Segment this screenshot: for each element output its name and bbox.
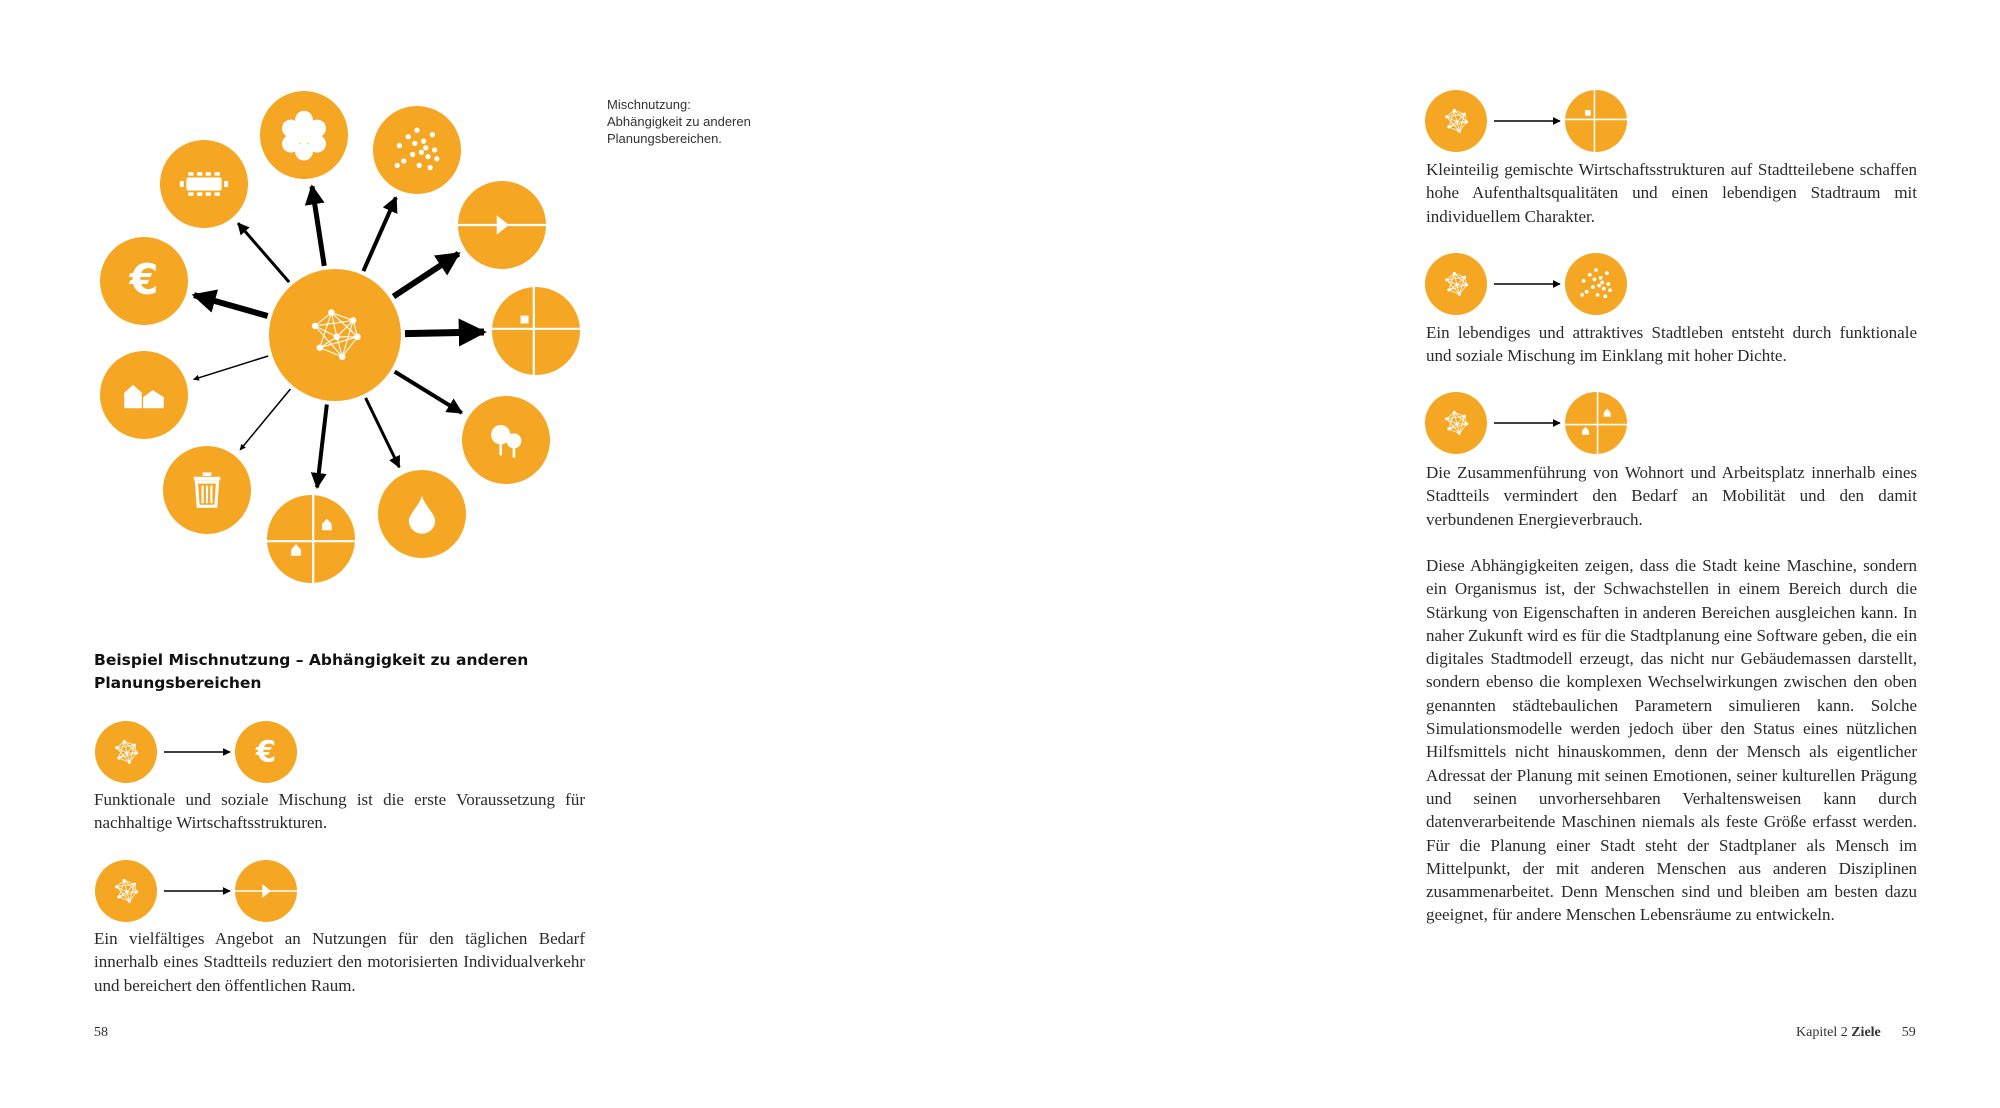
section-heading	[94, 649, 614, 695]
euro-icon	[235, 721, 297, 783]
example-text-urban-life: Ein lebendiges und attraktives Stadtleben entsteht durch funktionale und soziale Mischung im Einklang mit hoher Dichte.	[1426, 323, 1917, 366]
network-icon	[1425, 392, 1487, 454]
quadrant-plan-icon	[1565, 90, 1627, 152]
euro-icon	[100, 237, 188, 325]
table-icon	[160, 140, 248, 228]
dependency-arrow	[405, 332, 484, 334]
caption-line: Mischnutzung:	[607, 97, 691, 112]
dependency-arrow	[363, 198, 396, 271]
network-icon	[269, 269, 401, 401]
dependency-arrow	[312, 186, 324, 265]
houses-plan-icon	[267, 495, 355, 583]
dependency-arrow	[194, 295, 268, 316]
figure-caption	[607, 96, 807, 147]
example-icon-row-quadrant	[1424, 89, 1634, 153]
dependency-arrow	[393, 254, 458, 297]
example-icon-row-road	[94, 859, 304, 923]
trees-icon	[462, 396, 550, 484]
houses-icon	[100, 351, 188, 439]
road-icon	[458, 181, 546, 269]
trash-icon	[163, 446, 251, 534]
mixed-use-dependency-diagram	[90, 85, 600, 590]
puzzle-icon	[260, 91, 348, 179]
dependency-arrow	[194, 356, 269, 379]
caption-line: Planungsbereichen.	[607, 131, 722, 146]
density-dots-icon	[1565, 253, 1627, 315]
body-paragraph: Diese Abhängigkeiten zeigen, dass die Stadt keine Maschine, sondern ein Organismus ist, der Schwachstellen in einem Bereich durch die Stärkung von Eigenschaften in anderen Bereichen ausgleichen kann. In naher Zukunft wird es für die Stadtplanung eine Software geben, die ein digitales Stadtmodell erzeugt, das nicht nur Gebäudemassen darstellt, sondern ebenso die komplexen Wechselwirkungen zwischen den oben genannten städtebaulichen Parametern simulieren kann. Solche Simulationsmodelle werden jedoch über den Status eines nützlichen Hilfsmittels nicht hinauskommen, denn der Mensch als eigentlicher Adressat der Planung mit seinen Emotionen, seiner kulturellen Prägung und seinen unvorhersehbaren Verhaltensweisen kann durch datenverarbeitende Maschinen niemals als feste Größe erfasst werden. Für die Planung einer Stadt steht der Stadtplaner als Mensch im Mittelpunkt, der mit anderen Menschen aus anderen Disziplinen zusammenarbeitet. Denn Menschen sind und bleiben am besten dazu geeignet, für andere Menschen Lebensräume zu entwickeln.	[1426, 556, 1917, 925]
heading-line: Beispiel Mischnutzung – Abhängigkeit zu anderen	[94, 651, 529, 669]
example-text-economy: Funktionale und soziale Mischung ist die erste Voraussetzung für nachhaltige Wirtschaftsstrukturen.	[94, 790, 585, 833]
density-dots-icon	[373, 106, 461, 194]
example-text-home-work: Die Zusammenführung von Wohnort und Arbeitsplatz innerhalb eines Stadtteils vermindert den Bedarf an Mobilität und den damit verbundenen Energieverbrauch.	[1426, 463, 1917, 529]
dependency-arrow	[238, 223, 289, 282]
chapter-label: Kapitel 2	[1796, 1025, 1848, 1040]
heading-line: Planungsbereichen	[94, 674, 262, 692]
page-number-left: 58	[94, 1025, 108, 1040]
network-icon	[95, 721, 157, 783]
network-icon	[1425, 253, 1487, 315]
page-number-right: 59	[1901, 1025, 1916, 1040]
svg-text:€: €	[129, 255, 159, 305]
caption-line: Abhängigkeit zu anderen	[607, 114, 751, 129]
network-icon	[95, 860, 157, 922]
svg-text:€: €	[255, 734, 277, 769]
houses-plan-icon	[1565, 392, 1627, 454]
example-text-economic-structures: Kleinteilig gemischte Wirtschaftsstrukturen auf Stadtteilebene schaffen hohe Aufenthaltsqualitäten und einen lebendigen Stadtraum mit individuellem Charakter.	[1426, 160, 1917, 226]
dependency-arrow	[240, 389, 290, 450]
chapter-title: Ziele	[1851, 1025, 1881, 1040]
dependency-arrow	[366, 398, 400, 467]
water-drop-icon	[378, 470, 466, 558]
quadrant-plan-icon	[492, 287, 580, 375]
example-text-traffic: Ein vielfältiges Angebot an Nutzungen für den täglichen Bedarf innerhalb eines Stadtteils reduziert den motorisierten Individualverkehr und bereichert den öffentlichen Raum.	[94, 929, 585, 995]
network-icon	[1425, 90, 1487, 152]
running-footer	[1796, 1025, 1916, 1041]
dependency-arrow	[395, 372, 462, 413]
dependency-arrow	[317, 405, 327, 488]
road-icon	[235, 860, 297, 922]
example-icon-row-houses	[1424, 391, 1634, 455]
example-icon-row-density	[1424, 252, 1634, 316]
example-icon-row-euro	[94, 720, 304, 784]
